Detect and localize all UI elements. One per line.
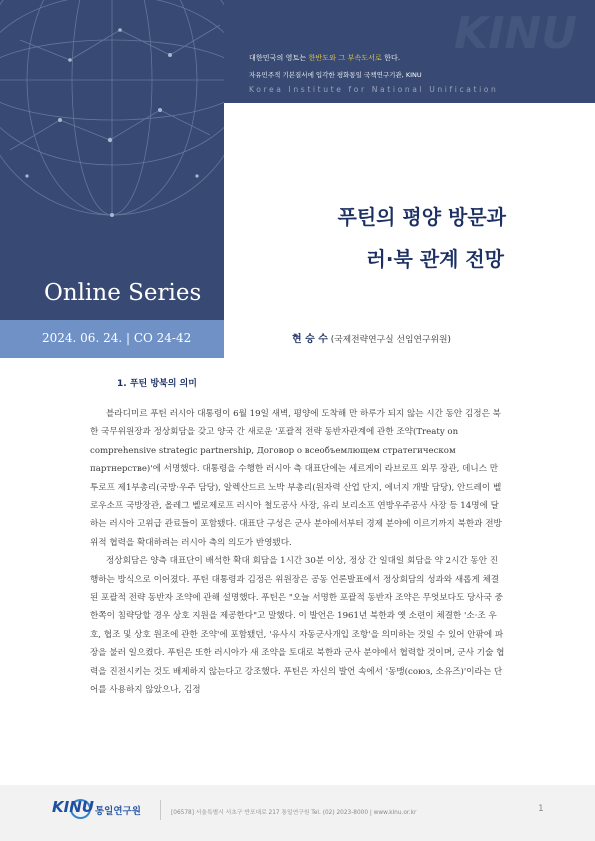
svg-text:KINU: KINU bbox=[453, 8, 577, 59]
kinu-logo: KINU bbox=[52, 798, 94, 816]
organization-name: 통일연구원 bbox=[95, 806, 141, 817]
report-title-line-1: 푸틴의 평양 방문과 bbox=[337, 205, 506, 229]
footer-divider bbox=[160, 800, 161, 820]
paragraph: 정상회담은 양측 대표단이 배석한 확대 회담을 1시간 30분 이상, 정상 간 일대일 회담을 약 2시간 동안 진행하는 방식으로 이어졌다. 푸틴 대통령과 김정은 위원장은 공동 언론발표에서 정상회담의 성과와 새롭게 체결된 포괄적 전략 동반자 조약에 관해 설명했다. 푸틴은 "오늘 서명한 포괄적 동반자 조약은 무엇보다도 당사국 중 한쪽이 침략당할 경우 상호 지원을 제공한다"고 말했다. 이 발언은 1961년 북한과 옛 소련이 체결한 '소·조 우호, 협조 및 상호 원조에 관한 조약'에 포함됐던, '유사시 자동군사개입 조항'을 의미하는 것일 수 있어 안팎에 파장을 불러 일으켰다. 푸틴은 또한 러시아가 새 조약을 토대로 북한과 군사 분야에서 협력할 것이며, 군사 기술 협력을 진전시키는 것도 배제하지 않는다고 강조했다. 푸틴은 자신의 발언 속에서 '동맹(союз, 소유즈)'이라는 단어를 사용하지 않았으나, 김정 bbox=[90, 556, 505, 696]
author-affiliation: (국제전략연구실 선임연구위원) bbox=[330, 335, 451, 345]
paragraph: 블라디미르 푸틴 러시아 대통령이 6월 19일 새벽, 평양에 도착해 만 하루가 되지 않는 시간 동안 김정은 북한 국무위원장과 정상회담을 갖고 양국 간 새로운 '포괄적 전략 동반자관계에 관한 조약(Treaty on comprehensive strategic partnership, Договор о всеобъемлющем стратегическом партнерстве)'에 서명했다. 대통령을 수행한 러시아 측 대표단에는 세르게이 라브로프 외무 장관, 데니스 만투로프 제1부총리(국방·우주 담당), 알렉산드르 노박 부총리(원자력 산업 단지, 에너지 개발 담당), 안드레이 벨로우소프 국방장관, 올레그 벨로제로프 러시아 철도공사 사장, 유리 보리소프 연방우주공사 사장 등 14명에 달하는 러시아 고위급 관료들이 포함됐다. 대표단 구성은 군사 분야에서부터 경제 분야에 이르기까지 북한과 전방위적 협력을 확대하려는 러시아 측의 의도가 반영됐다. bbox=[90, 409, 502, 548]
page-number: 1 bbox=[538, 804, 544, 814]
date-and-code: 2024. 06. 24. | CO 24-42 bbox=[42, 331, 192, 345]
author-name: 현 승 수 bbox=[292, 334, 328, 345]
slogan-part-a: 대한민국의 영토는 bbox=[249, 54, 307, 62]
report-title-line-2: 러·북 관계 전망 bbox=[366, 247, 504, 271]
slogan-part-c: 한다. bbox=[384, 54, 401, 62]
institute-english-name: Korea Institute for National Unification bbox=[249, 85, 499, 94]
footer-address: [06578] 서울특별시 서초구 반포대로 217 통일연구원 Tel. (02) 2023-8000 | www.kinu.or.kr bbox=[171, 810, 417, 816]
kinu-watermark bbox=[387, 2, 587, 62]
body-text bbox=[90, 405, 505, 700]
slogan-highlight: 한반도와 그 부속도서로 bbox=[308, 54, 382, 62]
section-heading: 1. 푸틴 방북의 의미 bbox=[117, 379, 197, 389]
slogan-line-2: 자유민주적 기본질서에 입각한 평화통일 국책연구기관, KINU bbox=[249, 71, 422, 79]
series-title: Online Series bbox=[44, 280, 202, 306]
author-line bbox=[292, 330, 451, 345]
globe-network-graphic bbox=[0, 0, 224, 320]
slogan-line-1 bbox=[249, 53, 400, 63]
